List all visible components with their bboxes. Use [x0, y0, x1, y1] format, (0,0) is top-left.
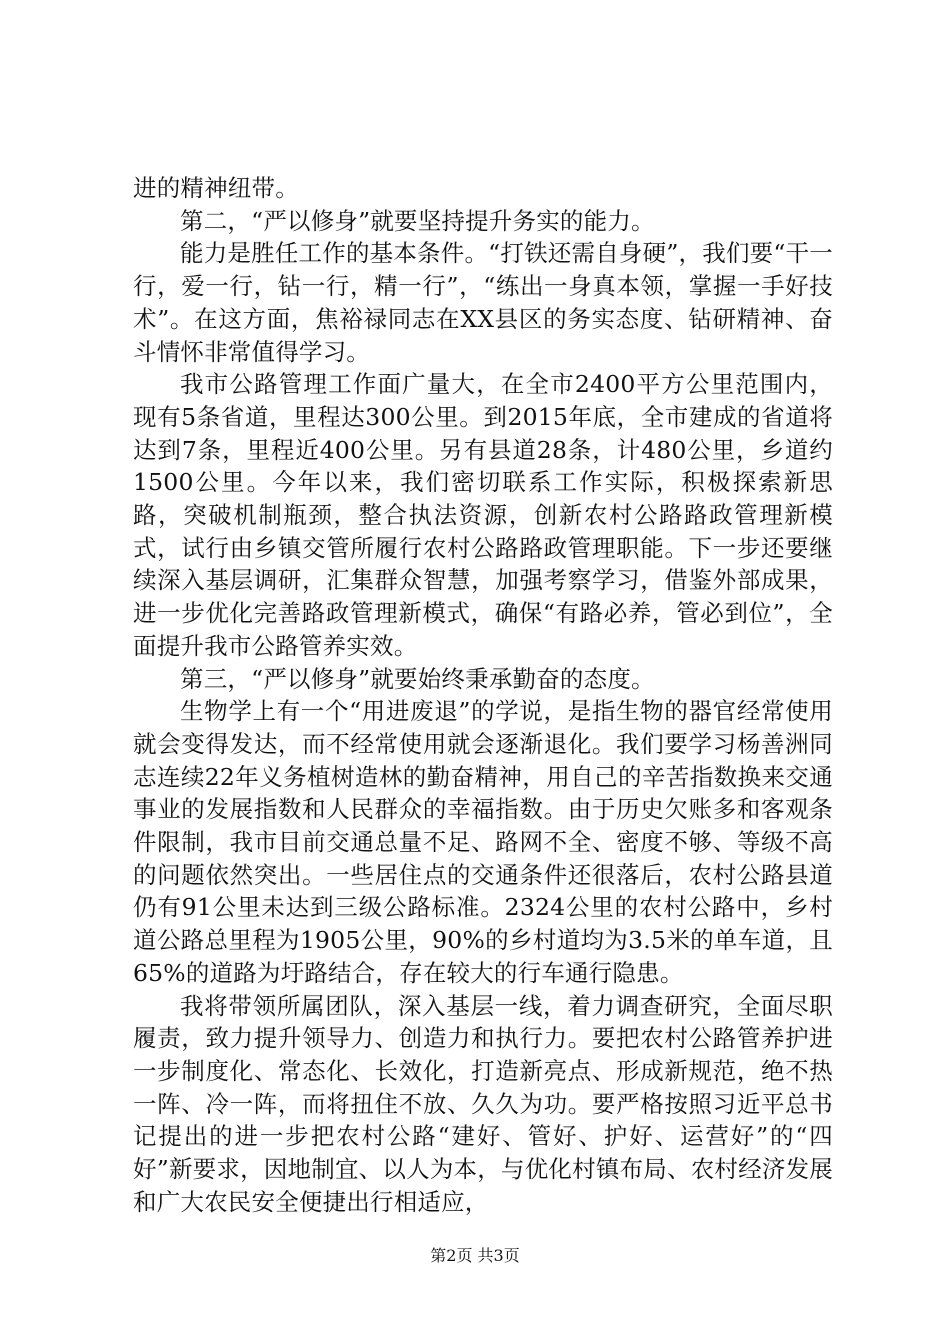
paragraph-team-commitment: 我将带领所属团队，深入基层一线，着力调查研究，全面尽职履责，致力提升领导力、创造力和执行力。要把农村公路管养护进一步制度化、常态化、长效化，打造新亮点、形成新规范，绝不热一阵、冷一阵，而将扭住不放、久久为功。要严格按照习近平总书记提出的进一步把农村公路“建好、管好、护好、运营好”的“四好”新要求，因地制宜、以人为本，与优化村镇布局、农村经济发展和广大农民安全便捷出行相适应， — [133, 991, 833, 1216]
paragraph-ability: 能力是胜任工作的基本条件。“打铁还需自身硬”，我们要“干一行，爱一行，钻一行，精一行”，“练出一身真本领，掌握一手好技术”。在这方面，焦裕禄同志在XX县区的务实态度、钻研精神、奋斗情怀非常值得学习。 — [133, 239, 833, 366]
paragraph-heading-second: 第二，“严以修身”就要坚持提升务实的能力。 — [180, 206, 655, 235]
paragraph-continuation: 进的精神纽带。 — [133, 174, 299, 202]
page-number: 第2页 共3页 — [430, 1246, 520, 1265]
page-footer — [0, 1246, 950, 1266]
paragraph-heading-third: 第三，“严以修身”就要始终秉承勤奋的态度。 — [180, 664, 655, 693]
body-text — [133, 172, 833, 1219]
paragraph-diligence: 生物学上有一个“用进废退”的学说，是指生物的器官经常使用就会变得发达，而不经常使用就会逐渐退化。我们要学习杨善洲同志连续22年义务植树造林的勤奋精神，用自己的辛苦指数换来交通事业的发展指数和人民群众的幸福指数。由于历史欠账多和客观条件限制，我市目前交通总量不足、路网不全、密度不够、等级不高的问题依然突出。一些居住点的交通条件还很落后，农村公路县道仍有91公里未达到三级公路标准。2324公里的农村公路中，乡村道公路总里程为1905公里，90%的乡村道均为3.5米的单车道，且65%的道路为圩路结合，存在较大的行车通行隐患。 — [133, 697, 833, 987]
paragraph-road-management: 我市公路管理工作面广量大，在全市2400平方公里范围内，现有5条省道，里程达300公里。到2015年底，全市建成的省道将达到7条，里程近400公里。另有县道28条，计480公里，乡道约1500公里。今年以来，我们密切联系工作实际，积极探索新思路，突破机制瓶颈，整合执法资源，创新农村公路路政管理新模式，试行由乡镇交管所履行农村公路路政管理职能。下一步还要继续深入基层调研，汇集群众智慧，加强考察学习，借鉴外部成果，进一步优化完善路政管理新模式，确保“有路必养，管必到位”，全面提升我市公路管养实效。 — [133, 370, 833, 660]
